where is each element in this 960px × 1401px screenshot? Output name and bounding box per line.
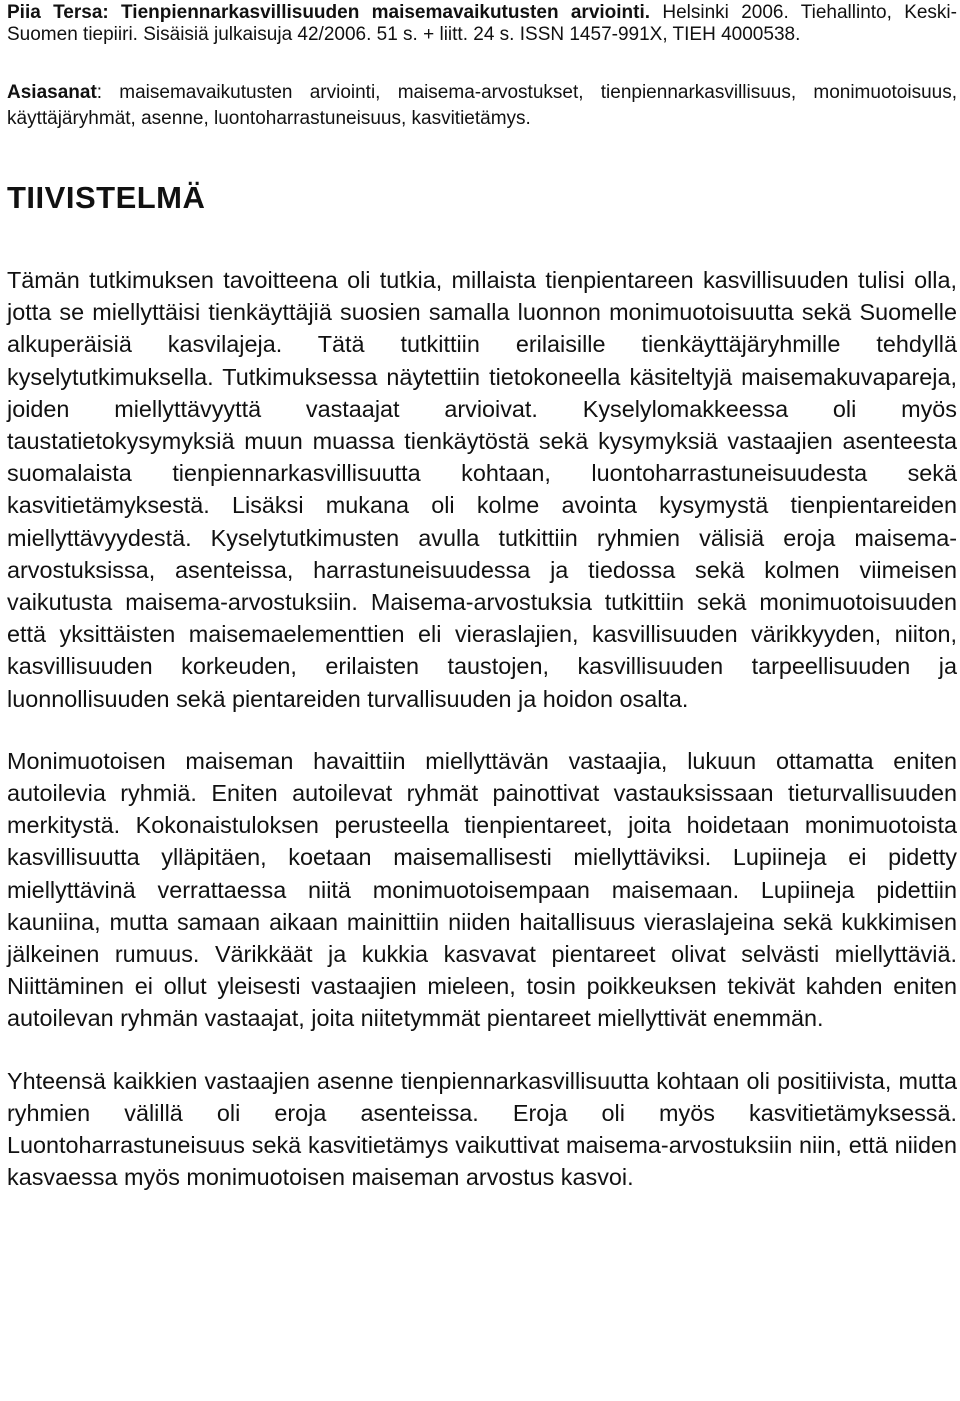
publication-details: Helsinki 2006. Tiehallinto, Keski-Suomen tiepiiri. Sisäisiä julkaisuja 42/2006. 51 s. + liitt. 24 s. ISSN 1457-991X, TIEH 4000538. — [7, 2, 957, 45]
document-page — [7, 2, 957, 1193]
abstract-paragraph-2: Monimuotoisen maiseman havaittiin miellyttävän vastaajia, lukuun ottamatta eniten autoilevia ryhmiä. Eniten autoilevat ryhmät painottivat vastauksissaan tieturvallisuuden merkitystä. Kokonaistuloksen perusteella tienpientareet, joita hoidetaan monimuotoista kasvillisuutta ylläpitäen, koetaan maisemallisesti miellyttäviksi. Lupiineja ei pidetty miellyttävinä verrattaessa niitä monimuotoisempaan maisemaan. Lupiineja pidettiin kauniina, mutta samaan aikaan mainittiin niiden haitallisuus vieraslajeina sekä kukkimisen jälkeinen rumuus. Värikkäät ja kukkia kasvavat pientareet olivat selvästi miellyttäviä. Niittäminen ei ollut yleisesti vastaajien mieleen, tosin poikkeuksen tekivät kahden eniten autoilevan ryhmän vastaajat, joita niitetymmät pientareet miellyttivät enemmän. — [7, 747, 957, 1032]
keywords-label: Asiasanat — [7, 82, 97, 103]
keywords-text: : maisemavaikutusten arviointi, maisema-arvostukset, tienpiennarkasvillisuus, monimuotoisuus, käyttäjäryhmät, asenne, luontoharrastuneisuus, kasvitietämys. — [7, 82, 957, 129]
abstract-paragraph-1: Tämän tutkimuksen tavoitteena oli tutkia, millaista tienpientareen kasvillisuuden tulisi olla, jotta se miellyttäisi tienkäyttäjiä suosien samalla luonnon monimuotoisuutta sekä Suomelle alkuperäisiä kasvilajeja. Tätä tutkittiin erilaisille tienkäyttäjäryhmille tehdyllä kyselytutkimuksella. Tutkimuksessa näytettiin tietokoneella käsiteltyjä maisemakuvapareja, joiden miellyttävyyttä vastaajat arvioivat. Kyselylomakkeessa oli myös taustatietokysymyksiä muun muassa tienkäytöstä sekä kysymyksiä vastaajien asenteesta suomalaista tienpiennarkasvillisuutta kohtaan, luontoharrastuneisuudesta sekä kasvitietämyksestä. Lisäksi mukana oli kolme avointa kysymystä tienpientareiden miellyttävyydestä. Kyselytutkimusten avulla tutkittiin ryhmien välisiä eroja maisema-arvostuksissa, asenteissa, harrastuneisuudessa ja tiedossa sekä kolmen viimeisen vaikutusta maisema-arvostuksiin. Maisema-arvostuksia tutkittiin sekä monimuotoisuuden että yksittäisten maisemaelementtien eli vieraslajien, kasvillisuuden värikkyyden, niiton, kasvillisuuden korkeuden, erilaisten taustojen, kasvillisuuden tarpeellisuuden ja luonnollisuuden sekä pientareiden turvallisuuden ja hoidon osalta. — [7, 267, 957, 712]
abstract-heading: TIIVISTELMÄ — [7, 180, 206, 215]
author-title: Piia Tersa: Tienpiennarkasvillisuuden maisemavaikutusten arviointi. — [7, 2, 651, 23]
bibliographic-reference — [7, 2, 957, 46]
abstract-paragraph-3: Yhteensä kaikkien vastaajien asenne tienpiennarkasvillisuutta kohtaan oli positiivista, mutta ryhmien välillä oli eroja asenteissa. Eroja oli myös kasvitietämyksessä. Luontoharrastuneisuus sekä kasvitietämys vaikuttivat maisema-arvostuksiin niin, että niiden kasvaessa myös monimuotoisen maiseman arvostus kasvoi. — [7, 1067, 957, 1191]
keywords — [7, 80, 957, 132]
